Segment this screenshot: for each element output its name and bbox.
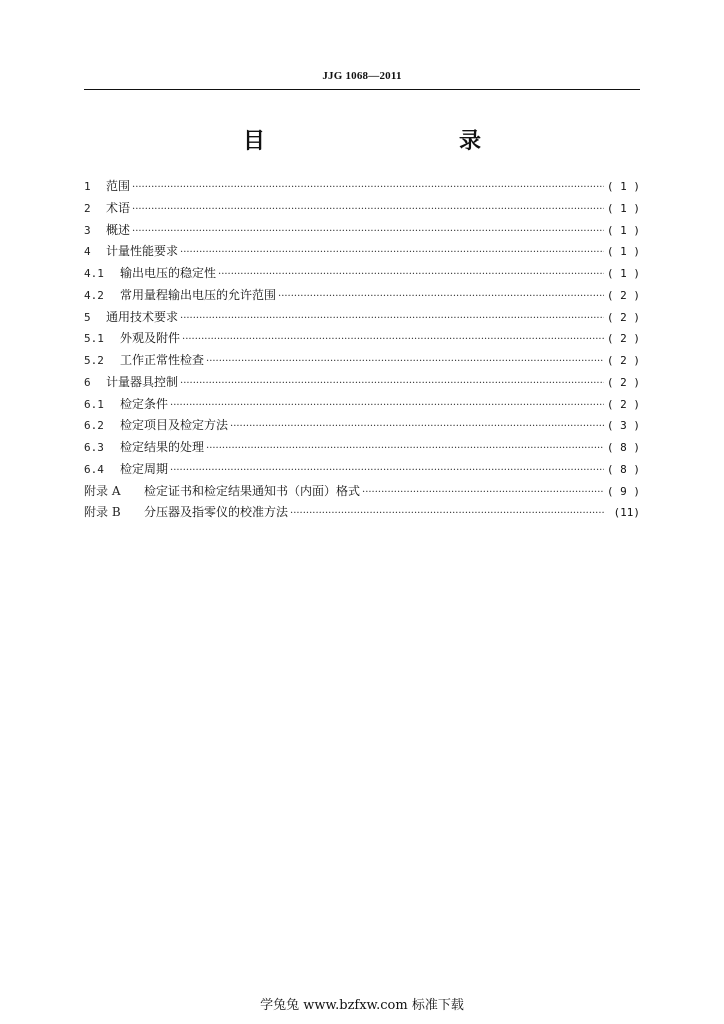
toc-entry-number: 1 [84, 180, 91, 193]
toc-entry-title: 术语 [106, 200, 131, 215]
footer-watermark: 学兔兔 www.bzfxw.com 标准下载 [260, 998, 464, 1013]
toc-entry[interactable] [84, 307, 640, 329]
toc-entry-number: 2 [84, 201, 91, 215]
toc-dot-leader [230, 416, 604, 438]
toc-dot-leader [180, 308, 604, 330]
toc-entry[interactable] [84, 198, 640, 220]
table-of-contents [84, 176, 640, 524]
toc-entry[interactable] [84, 263, 640, 285]
toc-entry-title: 分压器及指零仪的校准方法 [144, 505, 289, 520]
toc-entry-number: 5 [84, 310, 91, 324]
toc-entry[interactable] [84, 437, 640, 459]
toc-entry-page: ( 1 ) [606, 245, 640, 259]
toc-entry-page: ( 1 ) [606, 180, 640, 193]
toc-title: 目 录 [242, 129, 531, 154]
toc-entry-number: 5.1 [84, 332, 104, 346]
toc-entry-title: 检定条件 [120, 396, 169, 411]
toc-entry[interactable] [84, 502, 640, 524]
toc-entry[interactable] [84, 459, 640, 481]
toc-entry-number: 附录 B [84, 505, 121, 520]
toc-entry-title: 检定结果的处理 [120, 440, 205, 454]
toc-entry-number: 4.1 [84, 267, 104, 280]
toc-entry-number: 4 [84, 245, 91, 259]
toc-entry-number: 4.2 [84, 288, 104, 302]
toc-entry-title: 检定项目及检定方法 [120, 418, 229, 433]
toc-entry[interactable] [84, 372, 640, 394]
toc-entry-number: 6.3 [84, 441, 104, 454]
toc-entry[interactable] [84, 328, 640, 350]
toc-entry-number: 6.1 [84, 397, 104, 411]
toc-entry-page: ( 2 ) [606, 375, 640, 389]
toc-dot-leader [218, 264, 604, 286]
toc-entry[interactable] [84, 220, 640, 242]
toc-entry-title: 范围 [106, 179, 131, 193]
toc-entry-page: ( 8 ) [606, 462, 640, 476]
toc-entry-title: 常用量程输出电压的允许范围 [120, 287, 277, 302]
toc-entry[interactable] [84, 285, 640, 307]
toc-entry-page: ( 1 ) [606, 223, 640, 237]
toc-dot-leader [170, 460, 604, 482]
toc-dot-leader [132, 221, 604, 243]
toc-entry[interactable] [84, 176, 640, 198]
toc-entry-number: 6.4 [84, 462, 104, 476]
toc-entry-page: ( 8 ) [606, 441, 640, 454]
toc-entry[interactable] [84, 241, 640, 263]
toc-dot-leader [132, 199, 604, 221]
toc-dot-leader [180, 373, 604, 395]
toc-dot-leader [206, 351, 604, 373]
toc-entry-page: ( 9 ) [606, 484, 640, 498]
toc-entry-title: 通用技术要求 [106, 309, 179, 324]
toc-entry-page: ( 3 ) [606, 419, 640, 433]
toc-entry-title: 外观及附件 [120, 331, 181, 346]
toc-dot-leader [132, 177, 604, 199]
toc-entry[interactable] [84, 481, 640, 503]
toc-entry-title: 计量性能要求 [106, 244, 179, 259]
toc-entry-page: ( 2 ) [606, 354, 640, 367]
toc-entry-title: 概述 [106, 222, 131, 237]
toc-entry-title: 检定证书和检定结果通知书（内面）格式 [144, 483, 361, 498]
toc-entry-number: 3 [84, 223, 91, 237]
toc-dot-leader [278, 286, 604, 308]
toc-entry-page: ( 1 ) [606, 201, 640, 215]
toc-entry-page: ( 1 ) [606, 267, 640, 280]
toc-dot-leader [290, 503, 604, 525]
toc-entry[interactable] [84, 415, 640, 437]
toc-entry-title: 检定周期 [120, 461, 169, 476]
document-code-header: JJG 1068—2011 [322, 70, 402, 82]
toc-entry-title: 计量器具控制 [106, 374, 179, 389]
toc-entry-page: ( 2 ) [606, 397, 640, 411]
toc-dot-leader [170, 395, 604, 417]
toc-entry-number: 5.2 [84, 354, 104, 367]
toc-entry-page: (11) [613, 506, 640, 520]
header-rule [84, 89, 640, 90]
toc-entry-number: 6 [84, 375, 91, 389]
toc-entry[interactable] [84, 394, 640, 416]
toc-entry-number: 6.2 [84, 419, 104, 433]
toc-entry-page: ( 2 ) [606, 310, 640, 324]
toc-dot-leader [206, 438, 604, 460]
toc-entry-number: 附录 A [84, 483, 121, 498]
toc-dot-leader [362, 482, 604, 504]
toc-dot-leader [180, 242, 604, 264]
toc-dot-leader [182, 329, 604, 351]
toc-entry-page: ( 2 ) [606, 288, 640, 302]
toc-entry-title: 工作正常性检查 [120, 353, 205, 367]
toc-entry-title: 输出电压的稳定性 [120, 266, 217, 280]
toc-entry-page: ( 2 ) [606, 332, 640, 346]
toc-entry[interactable] [84, 350, 640, 372]
